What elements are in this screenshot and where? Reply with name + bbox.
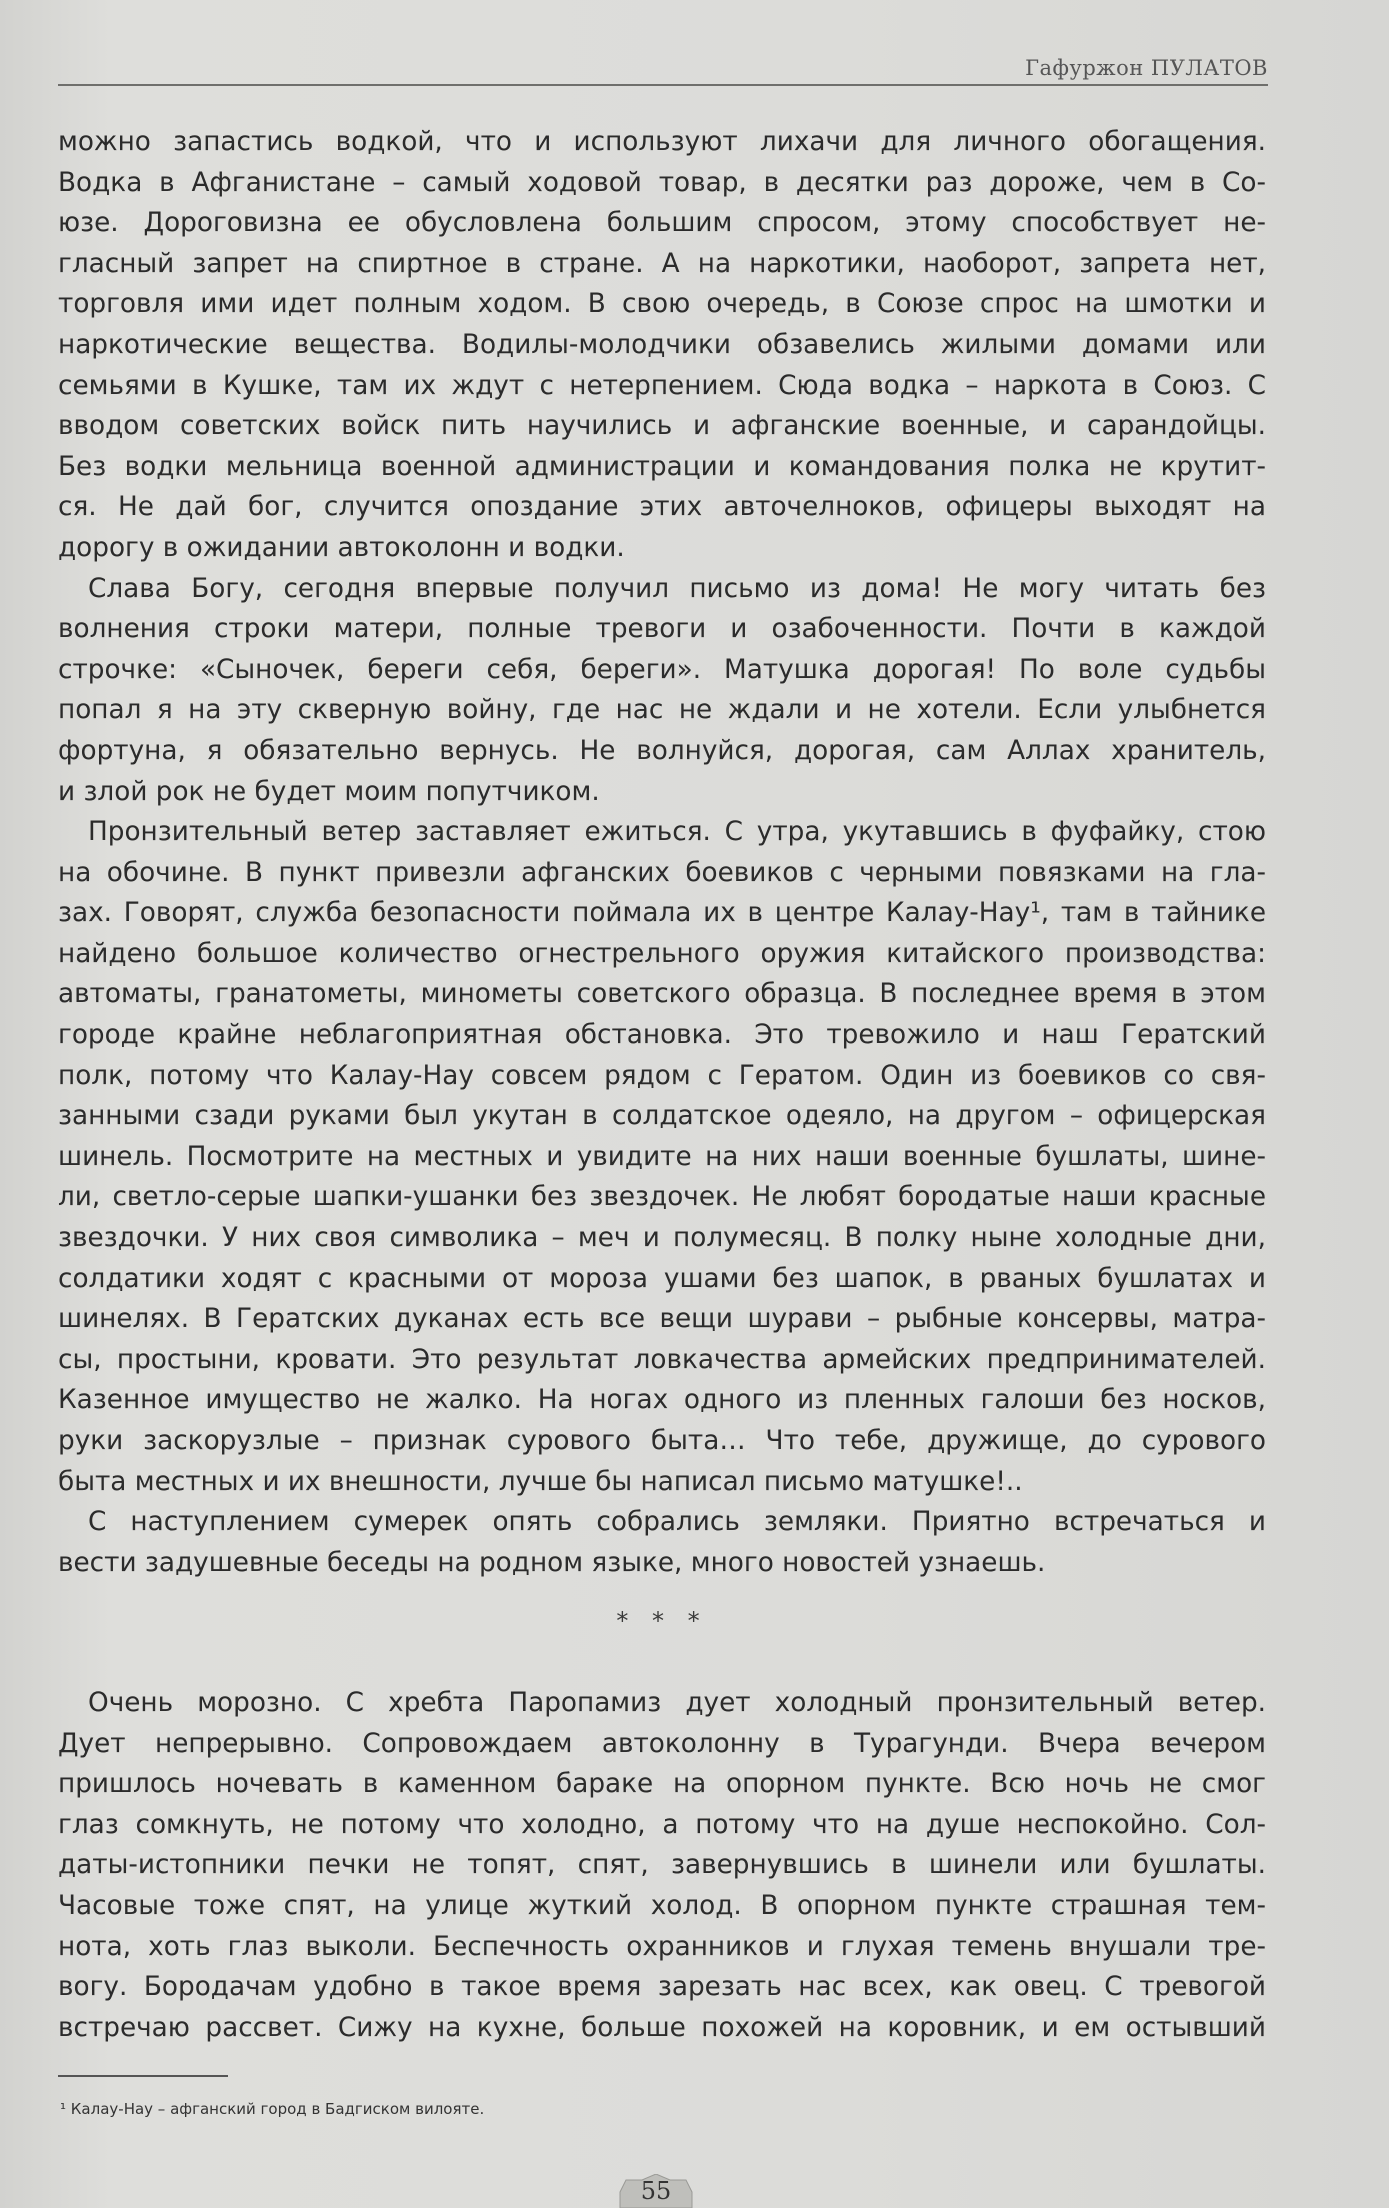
text-line: городе крайне неблагоприятная обстановка. Это тревожило и наш Гератский (58, 1020, 1266, 1051)
text-line: солдатики ходят с красными от мороза ушами без шапок, в рваных бушлатах и (58, 1263, 1266, 1294)
footnote-rule (58, 2075, 228, 2077)
text-line: Очень морозно. С хребта Паропамиз дует холодный пронзительный ветер. (88, 1688, 1266, 1718)
text-line: можно запастись водкой, что и используют лихачи для личного обогащения. (58, 127, 1266, 157)
text-line: вогу. Бородачам удобно в такое время зарезать нас всех, как овец. С тревогой (58, 1972, 1266, 2003)
paragraph-2 (58, 569, 1266, 813)
text-line: звездочки. У них своя символика – меч и полумесяц. В полку ныне холодные дни, (58, 1223, 1266, 1254)
text-line: быта местных и их внешности, лучше бы написал письмо матушке!.. (58, 1466, 1023, 1497)
text-line: ся. Не дай бог, случится опоздание этих авточелноков, офицеры выходят на (58, 492, 1266, 523)
text-line: пришлось ночевать в каменном бараке на опорном пункте. Всю ночь не смог (58, 1769, 1266, 1800)
text-line: глаз сомкнуть, не потому что холодно, а потому что на душе неспокойно. Сол- (58, 1809, 1266, 1840)
text-line: занными сзади руками был укутан в солдатское одеяло, на другом – офицерская (58, 1101, 1266, 1132)
paragraph-3 (58, 812, 1266, 1502)
text-line: найдено большое количество огнестрельного оружия китайского производства: (58, 938, 1266, 969)
text-line: С наступлением сумерек опять собрались земляки. Приятно встречаться и (88, 1507, 1266, 1538)
text-line: нота, хоть глаз выколи. Беспечность охранников и глухая темень внушали тре- (58, 1931, 1266, 1962)
running-head (58, 50, 1268, 86)
text-line: торговля ими идет полным ходом. В свою очередь, в Союзе спрос на шмотки и (58, 289, 1266, 320)
text-line: волнения строки матери, полные тревоги и озабоченности. Почти в каждой (58, 614, 1266, 645)
text-line: попал я на эту скверную войну, где нас не ждали и не хотели. Если улыбнется (58, 695, 1266, 726)
paragraph-5 (58, 1683, 1266, 2048)
text-line: автоматы, гранатометы, минометы советского образца. В последнее время в этом (58, 979, 1266, 1010)
text-line: вести задушевные беседы на родном языке, много новостей узнаешь. (58, 1547, 1046, 1578)
text-line: фортуна, я обязательно вернусь. Не волнуйся, дорогая, сам Аллах хранитель, (58, 735, 1266, 766)
text-line: вводом советских войск пить научились и афганские военные, и сарандойцы. (58, 411, 1266, 442)
text-line: ли, светло-серые шапки-ушанки без звездочек. Не любят бородатые наши красные (58, 1182, 1266, 1213)
text-line: Водка в Афганистане – самый ходовой товар, в десятки раз дороже, чем в Со- (58, 167, 1266, 198)
text-line: Без водки мельница военной администрации и командования полка не крутит- (58, 451, 1266, 482)
text-line: на обочине. В пункт привезли афганских боевиков с черными повязками на гла- (58, 857, 1266, 888)
text-line: строчке: «Сыночек, береги себя, береги». Матушка дорогая! По воле судьбы (58, 654, 1266, 685)
text-line: шинель. Посмотрите на местных и увидите на них наши военные бушлаты, шине- (58, 1141, 1266, 1172)
text-line: гласный запрет на спиртное в стране. А на наркотики, наоборот, запрета нет, (58, 248, 1266, 279)
text-line: Пронзительный ветер заставляет ежиться. С утра, укутавшись в фуфайку, стою (88, 817, 1266, 848)
text-line: зах. Говорят, служба безопасности поймала их в центре Калау-Нау¹, там в тайнике (58, 898, 1266, 929)
text-line: руки заскорузлые – признак сурового быта… Что тебе, дружище, до сурового (58, 1426, 1266, 1456)
running-head-author: Гафуржон ПУЛАТОВ (1025, 56, 1268, 80)
text-line: наркотические вещества. Водилы-молодчики обзавелись жилыми домами или (58, 329, 1266, 360)
text-line: юзе. Дороговизна ее обусловлена большим спросом, этому способствует не- (58, 208, 1266, 239)
text-line: семьями в Кушке, там их ждут с нетерпением. Сюда водка – наркота в Союз. С (58, 370, 1266, 401)
text-line: дорогу в ожидании автоколонн и водки. (58, 532, 625, 563)
text-line: даты-истопники печки не топят, спят, завернувшись в шинели или бушлаты. (58, 1850, 1266, 1881)
text-line: Часовые тоже спят, на улице жуткий холод. В опорном пункте страшная тем- (58, 1890, 1266, 1921)
text-line: Слава Богу, сегодня впервые получил письмо из дома! Не могу читать без (88, 573, 1266, 604)
section-separator: * * * (616, 1607, 708, 1635)
text-line: шинелях. В Гератских дуканах есть все вещи шурави – рыбные консервы, матра- (58, 1304, 1266, 1335)
paragraph-1 (58, 122, 1266, 569)
text-line: и злой рок не будет моим попутчиком. (58, 776, 600, 807)
main-text (58, 122, 1266, 1583)
footnote: ¹ Калау-Нау – афганский город в Бадгиском вилояте. (60, 2100, 485, 2118)
section-2-text (58, 1683, 1266, 2048)
page-number-badge (606, 2174, 706, 2208)
text-line: Казенное имущество не жалко. На ногах одного из пленных галоши без носков, (58, 1385, 1266, 1416)
text-line: встречаю рассвет. Сижу на кухне, больше похожей на коровник, и ем остывший (58, 2012, 1266, 2043)
text-line: сы, простыни, кровати. Это результат ловкачества армейских предпринимателей. (58, 1344, 1266, 1375)
text-line: полк, потому что Калау-Нау совсем рядом с Гератом. Один из боевиков со свя- (58, 1060, 1266, 1091)
paragraph-4 (58, 1502, 1266, 1583)
text-line: Дует непрерывно. Сопровождаем автоколонну в Турагунди. Вчера вечером (58, 1728, 1266, 1759)
page-number: 55 (640, 2177, 672, 2205)
